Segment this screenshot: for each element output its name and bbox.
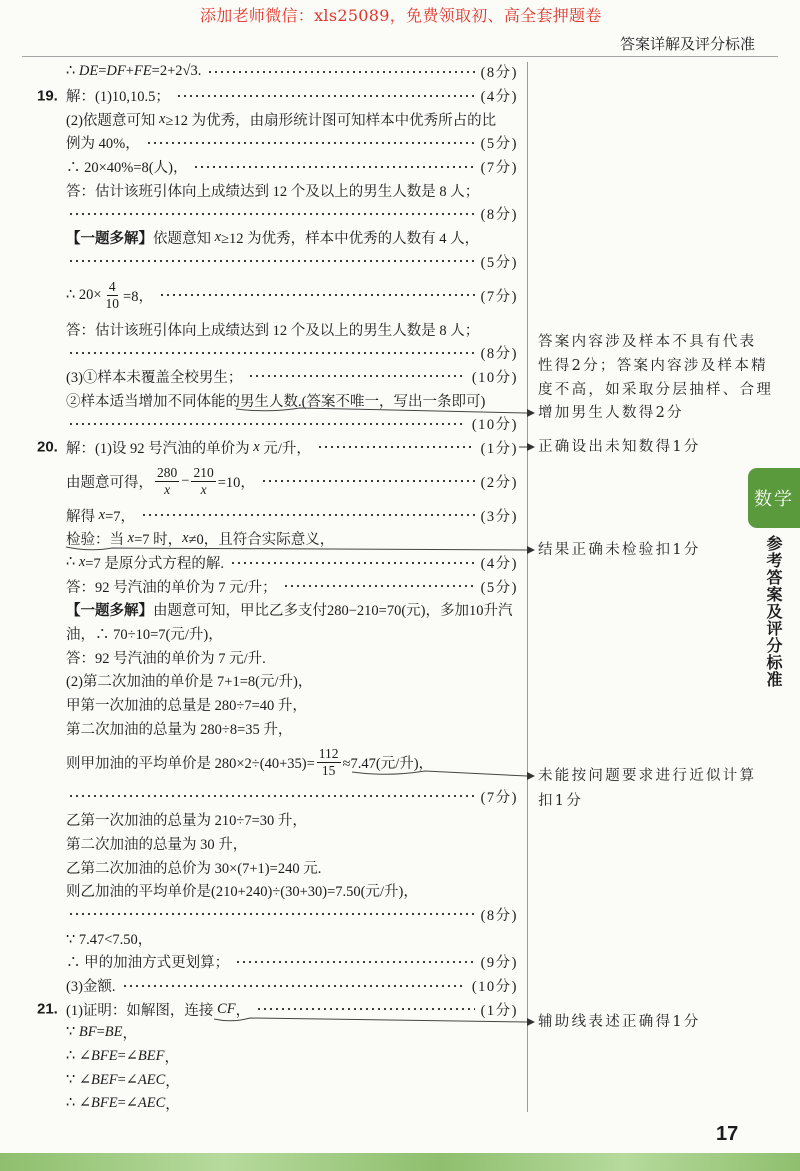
dot-leader: [146, 140, 475, 146]
dot-leader: [256, 1006, 475, 1012]
line-text: [66, 1070, 180, 1091]
line-text: [66, 85, 170, 106]
line-text: [66, 999, 250, 1020]
line-text: [66, 746, 433, 779]
line-text-segment: ∴: [66, 63, 79, 80]
line-text: [66, 156, 187, 177]
line-text: [66, 366, 242, 387]
line-text-segment: =: [98, 63, 107, 80]
answer-line: [66, 740, 518, 784]
fraction: [155, 465, 179, 498]
answer-line: [66, 974, 518, 998]
math-variable: x: [253, 438, 260, 455]
line-text-segment: (1)证明：如解图，连接: [66, 1002, 218, 1019]
answer-line: [66, 879, 518, 903]
fraction-denominator: x: [200, 481, 207, 497]
question-number: 21.: [37, 1000, 58, 1018]
column-divider: [527, 62, 528, 1112]
line-text: [66, 975, 116, 996]
line-text: [66, 180, 479, 201]
line-text: [66, 670, 312, 691]
answer-line: [66, 903, 518, 927]
line-text: [66, 132, 140, 153]
answer-line: [66, 950, 518, 974]
line-text-segment: ∴ 20×40%=8(人)，: [66, 160, 188, 177]
grading-note: 答案内容涉及样本不具有代表: [538, 334, 757, 350]
answer-line: [66, 551, 518, 575]
dot-leader: [176, 93, 475, 99]
dot-leader: [261, 478, 475, 484]
score-label: (7分): [480, 288, 518, 305]
line-text: [66, 694, 307, 715]
line-text-segment: ，: [164, 1050, 179, 1067]
line-text-segment: =2+2√3.: [151, 63, 202, 80]
line-text-segment: ∵ 7.47<7.50，: [66, 931, 153, 948]
line-text-segment: 答：估计该班引体向上成绩达到 12 个及以上的男生人数是 8 人；: [66, 322, 480, 339]
line-text-segment: =∠: [117, 1071, 138, 1088]
answer-line: [66, 717, 518, 741]
line-text-segment: =7 是原分式方程的解.: [85, 556, 224, 573]
math-variable: BE: [104, 1024, 123, 1041]
math-variable: BEF: [91, 1071, 118, 1088]
line-text: [66, 319, 479, 340]
answer-line: [66, 341, 518, 365]
answer-line: [66, 669, 518, 693]
score-label: (7分): [480, 789, 518, 806]
fraction-denominator: 10: [105, 295, 120, 311]
math-variable: x: [182, 530, 189, 547]
score-label: (9分): [480, 955, 518, 972]
math-variable: DF: [106, 63, 126, 80]
math-variable: BF: [78, 1024, 97, 1041]
answer-line: [66, 645, 518, 669]
answer-line: [66, 273, 518, 317]
line-text-segment: −: [181, 472, 190, 489]
watermark-text: 添加老师微信：xls25089，免费领取初、高全套押题卷: [200, 6, 602, 25]
answer-line: [66, 250, 518, 274]
answer-line: [66, 527, 518, 551]
math-variable: x: [98, 506, 106, 523]
line-text: [66, 647, 266, 668]
line-text-segment: 第二次加油的总量为 30 升，: [66, 836, 248, 853]
grading-note: 性得2分；答案内容涉及样本精: [538, 358, 768, 374]
line-text: [66, 833, 247, 854]
line-text-segment: ≥12 为优秀，样本中优秀的人数有 4 人，: [221, 231, 480, 248]
dot-leader: [235, 959, 474, 965]
answer-line: [37, 84, 518, 108]
answer-line: [66, 365, 518, 389]
line-text-segment: ②样本适当增加不同体能的男生人数.(答案不唯一，写出一条即可): [66, 393, 486, 410]
line-text: [66, 279, 153, 312]
line-text-segment: ∴ ∠: [66, 1095, 91, 1112]
line-text-segment: ∴ ∠: [66, 1048, 91, 1065]
line-text-segment: ∴ 20×: [66, 286, 102, 303]
answer-line: [66, 155, 518, 179]
grading-note: 辅助线表述正确得1分: [538, 1014, 701, 1030]
line-text-segment: (2)第二次加油的单价是 7+1=8(元/升)，: [66, 674, 313, 691]
score-label: (5分): [480, 136, 518, 153]
answer-line: [66, 226, 518, 250]
answer-line: [66, 784, 518, 808]
line-text: [66, 227, 479, 248]
dot-leader: [193, 164, 474, 170]
fraction-denominator: 15: [321, 762, 336, 778]
line-text-segment: (3)①样本未覆盖全校男生；: [66, 369, 243, 386]
math-variable: AEC: [137, 1095, 166, 1112]
subject-tab-label: 数学: [754, 489, 794, 510]
line-text-segment: =8，: [123, 288, 153, 305]
line-text: [66, 928, 152, 949]
answer-line: [66, 178, 518, 202]
answer-line: [66, 693, 518, 717]
math-variable: x: [159, 110, 166, 127]
line-text: [66, 465, 255, 498]
score-label: (3分): [480, 508, 518, 525]
dot-leader: [68, 258, 475, 264]
line-text-segment: ∴ 甲的加油方式更划算；: [66, 955, 230, 972]
line-text: [66, 63, 201, 80]
line-text: [66, 528, 334, 549]
score-label: (2分): [480, 474, 518, 491]
answer-content: [37, 60, 518, 1116]
line-text-segment: =7 时，: [134, 532, 183, 549]
line-text: [66, 437, 311, 458]
line-text-segment: ∵: [66, 1024, 79, 1041]
line-text: [66, 809, 307, 830]
dot-leader: [283, 583, 475, 589]
line-text: [66, 552, 224, 573]
math-variable: CF: [217, 1000, 236, 1017]
math-variable: x: [214, 229, 222, 246]
line-text-segment: 第二次加油的总量为 280÷8=35 升，: [66, 721, 293, 738]
answer-line: [66, 622, 518, 646]
line-text-segment: =∠: [117, 1048, 138, 1065]
line-text-segment: 由题意可得，: [66, 474, 153, 491]
answer-line: [66, 388, 518, 412]
line-text-segment: (2)依题意可知: [66, 112, 160, 129]
section-title-vertical: 参考答案及评分标准: [764, 535, 783, 688]
line-text: [66, 1093, 180, 1114]
answer-line: [66, 808, 518, 832]
line-text-segment: =∠: [117, 1095, 138, 1112]
score-label: (8分): [480, 907, 518, 924]
dot-leader: [68, 911, 475, 917]
line-text: [66, 857, 321, 878]
answer-line: [37, 997, 518, 1021]
arrowhead: [527, 546, 535, 554]
line-text-segment: ，: [165, 1073, 180, 1090]
grading-note: 未能按问题要求进行近似计算: [538, 768, 757, 784]
score-label: (10分): [471, 417, 518, 434]
line-text-segment: 例为 40%，: [66, 136, 140, 153]
grading-note: 正确设出未知数得1分: [538, 439, 701, 455]
line-text-segment: ≥12 为优秀，由扇形统计图可知样本中优秀所占的比: [165, 112, 497, 129]
line-text-segment: 答：估计该班引体向上成绩达到 12 个及以上的男生人数是 8 人；: [66, 183, 480, 200]
dot-leader: [68, 211, 475, 217]
line-text-segment: ∵ ∠: [66, 1071, 91, 1088]
line-text-segment: 乙第一次加油的总量为 210÷7=30 升，: [66, 813, 307, 830]
grading-note: 度不高，如采取分层抽样、合理: [538, 382, 774, 398]
dot-leader: [317, 444, 475, 450]
score-label: (8分): [480, 65, 518, 82]
grading-note: 结果正确未检验扣1分: [538, 542, 701, 558]
answer-line: [66, 574, 518, 598]
math-variable: DE: [78, 63, 99, 80]
line-text: [66, 390, 485, 411]
score-label: (5分): [480, 254, 518, 271]
math-variable: FE: [133, 63, 152, 80]
line-text-segment: 乙第二次加油的总价为 30×(7+1)=240 元.: [66, 860, 322, 877]
subject-tab: [748, 468, 800, 528]
answer-line: [66, 926, 518, 950]
line-text-segment: 答：92 号汽油的单价为 7 元/升；: [66, 579, 277, 596]
answer-line: [66, 107, 518, 131]
answer-line: [66, 598, 518, 622]
answer-line: [66, 832, 518, 856]
line-text: [66, 951, 229, 972]
solution-label: 【一题多解】: [66, 231, 153, 248]
line-text-segment: =: [96, 1024, 105, 1041]
header-title: 答案详解及评分标准: [620, 35, 756, 53]
answer-line: [66, 1068, 518, 1092]
line-text-segment: 油，∴ 70÷10=7(元/升)，: [66, 627, 223, 644]
grading-note: 扣1分: [538, 793, 584, 809]
score-label: (10分): [471, 979, 518, 996]
line-text-segment: =10，: [217, 474, 255, 491]
line-text-segment: ≠0，且符合实际意义，: [188, 532, 335, 549]
line-text-segment: ∴: [66, 554, 79, 571]
answer-line: [37, 436, 518, 460]
fraction-numerator: 280: [157, 464, 178, 480]
question-number: 20.: [37, 438, 58, 456]
score-label: (10分): [471, 369, 518, 386]
solution-label: 【一题多解】: [66, 603, 153, 620]
math-variable: x: [127, 530, 135, 547]
dot-leader: [248, 373, 465, 379]
fraction-numerator: 112: [318, 745, 339, 761]
score-label: (5分): [480, 579, 518, 596]
fraction: [104, 279, 122, 312]
answer-line: [66, 412, 518, 436]
line-text-segment: 解：(1)10,10.5；: [66, 89, 170, 106]
line-text-segment: ，: [165, 1097, 180, 1114]
answer-line: [66, 131, 518, 155]
score-label: (7分): [480, 160, 518, 177]
dot-leader: [159, 292, 475, 298]
dot-leader: [141, 512, 475, 518]
fraction-numerator: 210: [193, 464, 214, 480]
answer-line: [66, 317, 518, 341]
line-text-segment: 元/升，: [259, 440, 311, 457]
score-label: (1分): [480, 1002, 518, 1019]
math-variable: AEC: [137, 1071, 166, 1088]
fraction: [317, 746, 341, 779]
math-variable: BEF: [137, 1048, 165, 1065]
score-label: (4分): [480, 556, 518, 573]
score-label: (4分): [480, 89, 518, 106]
arrowhead: [527, 772, 535, 780]
dot-leader: [122, 983, 466, 989]
answer-line: [66, 1092, 518, 1116]
line-text-segment: ，: [122, 1026, 137, 1043]
line-text-segment: (3)金额.: [66, 979, 116, 996]
score-label: (8分): [480, 207, 518, 224]
line-text-segment: ≈7.47(元/升)，: [342, 755, 434, 772]
line-text: [66, 109, 496, 130]
line-text: [66, 1022, 137, 1043]
score-label: (8分): [480, 346, 518, 363]
footer-band: [0, 1153, 800, 1171]
answer-line: [66, 1045, 518, 1069]
line-text-segment: +: [125, 63, 134, 80]
answer-line: [66, 202, 518, 226]
question-number: 19.: [37, 87, 58, 105]
dot-leader: [230, 560, 475, 566]
line-text-segment: 解得: [66, 508, 99, 525]
fraction-numerator: 4: [108, 278, 116, 294]
line-text-segment: 检验：当: [66, 532, 128, 549]
dot-leader: [68, 421, 466, 427]
line-text-segment: 则甲加油的平均单价是 280×2÷(40+35)=: [66, 755, 315, 772]
fraction-denominator: x: [164, 481, 171, 497]
line-text: [66, 880, 418, 901]
line-text-segment: 由题意可知，甲比乙多支付280−210=70(元)，多加10升汽: [153, 603, 513, 620]
fraction: [191, 465, 215, 498]
line-text: [66, 1046, 179, 1067]
line-text: [66, 599, 513, 620]
answer-line: [66, 503, 518, 527]
math-variable: BFE: [91, 1048, 118, 1065]
dot-leader: [68, 350, 475, 356]
arrowhead: [527, 443, 535, 451]
line-text-segment: =7，: [105, 508, 135, 525]
line-text: [66, 505, 135, 526]
dot-leader: [68, 793, 475, 799]
arrowhead: [527, 409, 535, 417]
answer-line: [66, 1021, 518, 1045]
line-text: [66, 576, 277, 597]
line-text-segment: 甲第一次加油的总量是 280÷7=40 升，: [66, 698, 307, 715]
page-number: 17: [716, 1123, 739, 1145]
answer-line: [66, 855, 518, 879]
grading-note: 增加男生人数得2分: [538, 405, 684, 421]
line-text: [66, 623, 223, 644]
line-text-segment: 则乙加油的平均单价是(210+240)÷(30+30)=7.50(元/升)，: [66, 884, 418, 901]
score-label: (1分): [480, 440, 518, 457]
math-variable: x: [78, 554, 86, 571]
dot-leader: [207, 69, 474, 75]
header-divider: [22, 56, 778, 57]
math-variable: BFE: [91, 1095, 118, 1112]
line-text: [66, 718, 292, 739]
line-text-segment: ，: [235, 1002, 251, 1019]
answer-line: [66, 459, 518, 503]
answer-line: [66, 60, 518, 84]
line-text-segment: 依题意知: [153, 231, 215, 248]
arrowhead: [527, 1018, 535, 1026]
line-text-segment: 答：92 号汽油的单价为 7 元/升.: [66, 650, 266, 667]
line-text-segment: 解：(1)设 92 号汽油的单价为: [66, 440, 254, 457]
